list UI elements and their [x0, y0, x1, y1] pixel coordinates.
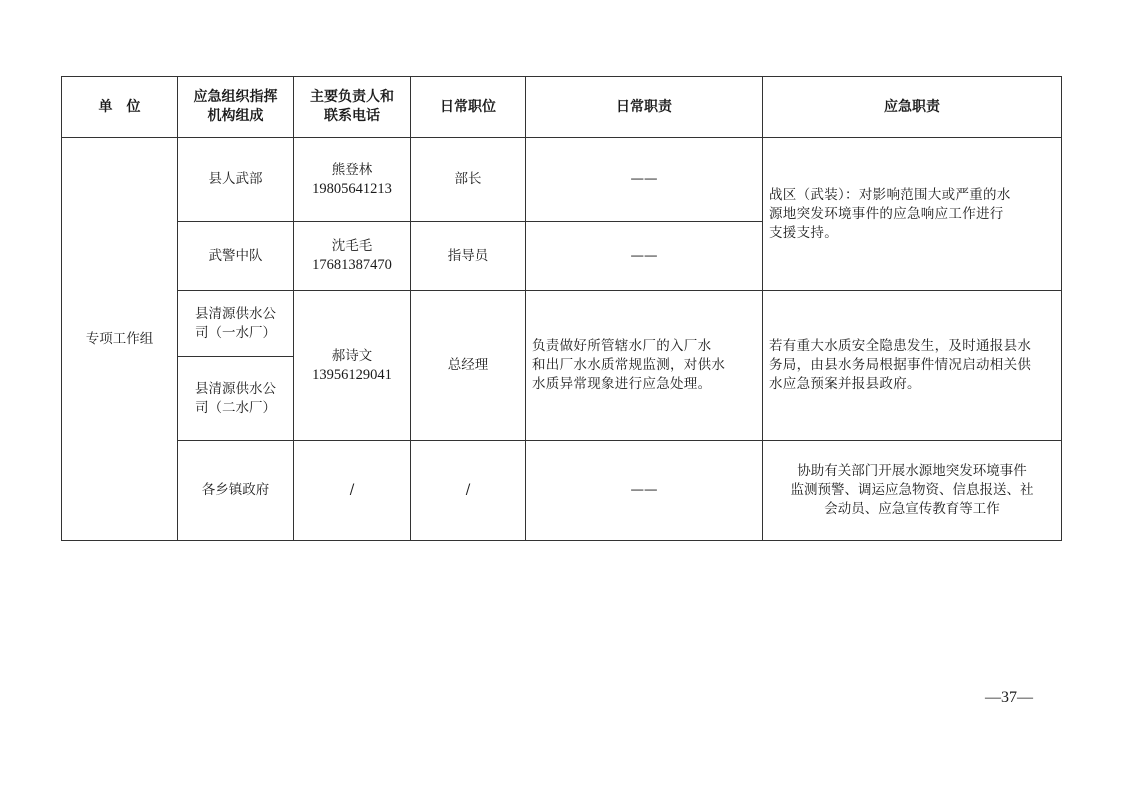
leader-cell: / — [294, 441, 411, 541]
emergency-cell: 战区（武装）：对影响范围大或严重的水 源地突发环境事件的应急响应工作进行 支援支持。 — [763, 138, 1062, 291]
header-position: 日常职位 — [411, 77, 526, 138]
header-duty: 日常职责 — [526, 77, 763, 138]
position-cell: 指导员 — [411, 222, 526, 291]
position-cell: 部长 — [411, 138, 526, 222]
group-label-cell: 专项工作组 — [62, 138, 178, 541]
table-header-row — [62, 77, 1062, 138]
duty-cell: —— — [526, 138, 763, 222]
header-leader: 主要负责人和 联系电话 — [294, 77, 411, 138]
header-org: 应急组织指挥 机构组成 — [178, 77, 294, 138]
emergency-cell: 若有重大水质安全隐患发生，及时通报县水 务局，由县水务局根据事件情况启动相关供 水应急预案并报县政府。 — [763, 291, 1062, 441]
duty-cell: —— — [526, 441, 763, 541]
org-cell: 县人武部 — [178, 138, 294, 222]
table-row — [62, 138, 1062, 222]
duty-cell: —— — [526, 222, 763, 291]
header-unit: 单 位 — [62, 77, 178, 138]
org-cell: 县清源供水公 司（二水厂） — [178, 357, 294, 441]
leader-cell: 郝诗文 13956129041 — [294, 291, 411, 441]
page-number: —37— — [985, 689, 1033, 706]
org-cell: 武警中队 — [178, 222, 294, 291]
org-cell: 县清源供水公 司（一水厂） — [178, 291, 294, 357]
duty-cell: 负责做好所管辖水厂的入厂水 和出厂水水质常规监测，对供水 水质异常现象进行应急处理。 — [526, 291, 763, 441]
position-cell: 总经理 — [411, 291, 526, 441]
leader-cell: 沈毛毛 17681387470 — [294, 222, 411, 291]
table-row — [62, 441, 1062, 541]
org-cell: 各乡镇政府 — [178, 441, 294, 541]
position-cell: / — [411, 441, 526, 541]
header-emergency: 应急职责 — [763, 77, 1062, 138]
emergency-cell: 协助有关部门开展水源地突发环境事件 监测预警、调运应急物资、信息报送、社 会动员、应急宣传教育等工作 — [763, 441, 1062, 541]
table-row — [62, 291, 1062, 357]
emergency-responsibility-table — [61, 76, 1062, 541]
leader-cell: 熊登林 19805641213 — [294, 138, 411, 222]
